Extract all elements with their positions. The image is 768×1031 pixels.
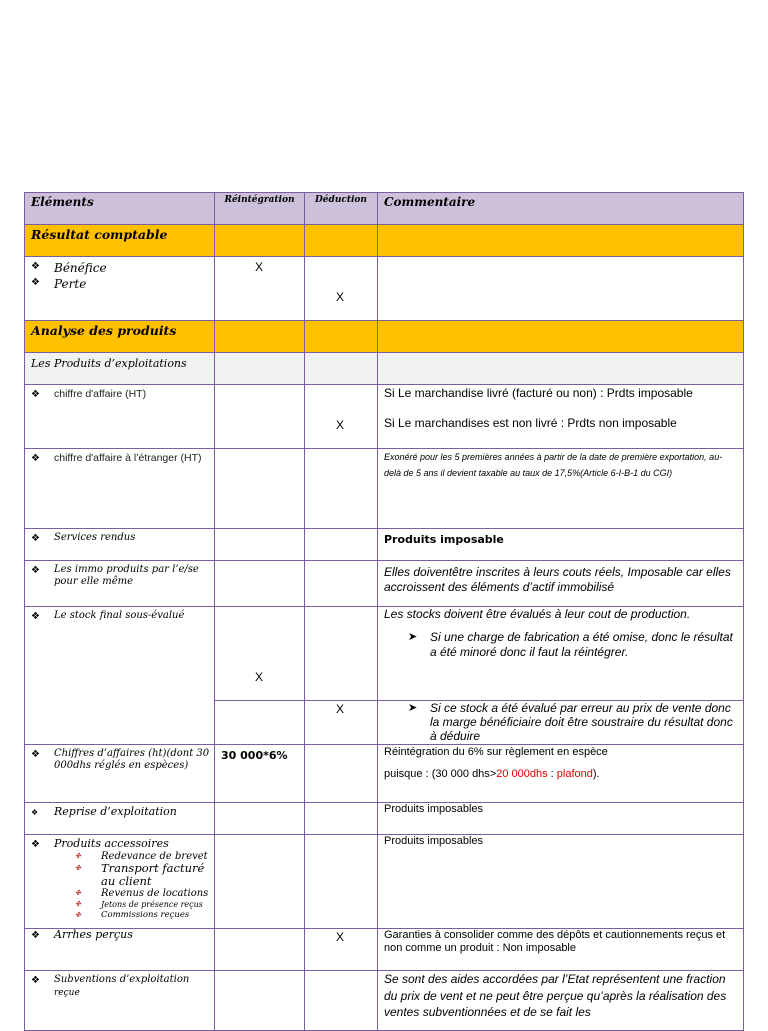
list-item-ca-especes: ❖ Chiffres d’affaires (ht)(dont 30 000dhs réglés en espèces): [31, 748, 210, 771]
comment-text: Les stocks doivent être évalués à leur cout de production.: [384, 607, 691, 621]
accessoires-sublist: [25, 851, 214, 921]
list-item-ca-etranger: ❖ chiffre d'affaire à l’étranger (HT): [31, 452, 202, 464]
list-item: ✤ Redevance de brevet: [75, 851, 208, 862]
reintegration-mark: X: [255, 670, 264, 684]
table-row-services: [25, 529, 744, 561]
deduction-mark: X: [336, 418, 345, 432]
table-row-accessoires: [25, 835, 744, 929]
table-row-benefice-perte: [25, 257, 744, 321]
table-row-stock: [25, 607, 744, 701]
comment-text: Se sont des aides accordées par l’Etat représentent une fraction du prix de vent et ne peut être perçue qu’après la réalisation des ventes subventionnées et de se fait les: [384, 972, 727, 1019]
section-row-resultat: [25, 225, 744, 257]
comment-text: Elles doiventêtre inscrites à leurs couts réels, Imposable car elles accroissent des éléments d’actif immobilisé: [384, 565, 731, 594]
diamond-bullet-icon: ❖: [31, 389, 40, 400]
bullet-icon: ✤: [75, 852, 81, 860]
header-elements: Eléments: [31, 195, 94, 209]
list-item: ✤ Jetons de présence reçus: [75, 900, 203, 909]
diamond-bullet-icon: ❖: [31, 930, 40, 941]
comment-text: Produits imposable: [384, 533, 504, 546]
list-item-services: ❖ Services rendus: [31, 532, 136, 544]
bullet-icon: ✤: [75, 889, 81, 897]
list-item-accessoires: ❖ Produits accessoires: [31, 837, 169, 850]
deduction-mark: X: [336, 290, 345, 304]
deduction-mark: X: [336, 930, 345, 944]
list-item-benefice: ❖ Bénéfice: [31, 261, 107, 275]
deduction-mark: X: [336, 702, 345, 716]
header-commentaire: Commentaire: [384, 195, 476, 209]
diamond-bullet-icon: ❖: [31, 749, 40, 760]
section-resultat: Résultat comptable: [31, 227, 168, 242]
comment-text: puisque : (30 000 dhs>20 000dhs : plafond).: [384, 768, 600, 780]
diamond-bullet-icon: ❖: [31, 808, 39, 817]
arrow-item: ➤ Si ce stock a été évalué par erreur au prix de vente donc la marge bénéficiaire doit être soustraire du résultat donc à déduire: [408, 701, 733, 743]
header-row: [25, 193, 744, 225]
table-row-ca: [25, 385, 744, 449]
reintegration-calc: 30 000*6%: [221, 749, 288, 762]
bullet-icon: ✤: [75, 900, 81, 908]
table-row-immo: [25, 561, 744, 607]
bullet-icon: ✤: [75, 911, 81, 919]
table-row-ca-etranger: [25, 449, 744, 529]
list-item: ✤ Revenus de locations: [75, 888, 209, 899]
list-item-stock: ❖ Le stock final sous-évalué: [31, 610, 185, 622]
table-row-subventions: [25, 971, 744, 1031]
tax-table: [24, 192, 744, 1031]
section-row-analyse: [25, 321, 744, 353]
section-analyse: Analyse des produits: [31, 323, 177, 338]
list-item-arrhes: ❖ Arrhes perçus: [31, 928, 133, 941]
diamond-bullet-icon: ❖: [31, 975, 40, 986]
comment-text: Réintégration du 6% sur règlement en espèce: [384, 746, 608, 758]
comment-text: Garanties à consolider comme des dépôts et cautionnements reçus et non comme un produit : Non imposable: [384, 929, 726, 954]
comment-text: Si Le marchandises est non livré : Prdts non imposable: [384, 416, 677, 430]
table-row-ca-especes: [25, 745, 744, 803]
table-row-reprise: [25, 803, 744, 835]
comment-text: Exonéré pour les 5 premières années à partir de la date de première exportation, au-delà de 5 ans il devient taxable au taux de 17,5%(Article 6-I-B-1 du CGI): [384, 452, 723, 478]
subsection-produits-exploitation: Les Produits d’exploitations: [31, 357, 187, 370]
list-item-subventions: ❖ Subventions d’exploitation: [31, 974, 190, 986]
diamond-bullet-icon: ❖: [31, 565, 40, 576]
reintegration-mark: X: [255, 260, 264, 274]
arrow-bullet-icon: ➤: [408, 701, 418, 714]
table-row-arrhes: [25, 929, 744, 971]
diamond-bullet-icon: ❖: [31, 277, 40, 288]
list-item-ca: ❖ chiffre d'affaire (HT): [31, 388, 147, 400]
header-deduction: Déduction: [315, 195, 367, 205]
diamond-bullet-icon: ❖: [31, 261, 40, 272]
diamond-bullet-icon: ❖: [31, 533, 40, 544]
comment-text: Si Le marchandise livré (facturé ou non) : Prdts imposable: [384, 386, 693, 400]
diamond-bullet-icon: ❖: [31, 611, 40, 622]
list-item-subventions-2: reçue: [54, 988, 80, 998]
list-item: ✤ Transport facturé au client: [75, 861, 205, 888]
diamond-bullet-icon: ❖: [31, 453, 40, 464]
list-item: ✤ Commissions reçues: [75, 910, 190, 920]
list-item-perte: ❖ Perte: [31, 277, 87, 291]
header-reintegration: Réintégration: [224, 195, 295, 205]
comment-text: Produits imposables: [384, 803, 484, 815]
diamond-bullet-icon: ❖: [31, 839, 40, 850]
comment-text: Produits imposables: [384, 835, 484, 847]
subsection-row: [25, 353, 744, 385]
bullet-icon: ✤: [75, 864, 81, 872]
list-item-immo: ❖ Les immo produits par l’e/se pour elle même: [31, 564, 199, 587]
arrow-item: ➤ Si une charge de fabrication a été omise, donc le résultat a été minoré donc il faut la réintégrer.: [408, 630, 733, 659]
arrow-bullet-icon: ➤: [408, 630, 418, 643]
list-item-reprise: ❖ Reprise d’exploitation: [31, 805, 177, 818]
